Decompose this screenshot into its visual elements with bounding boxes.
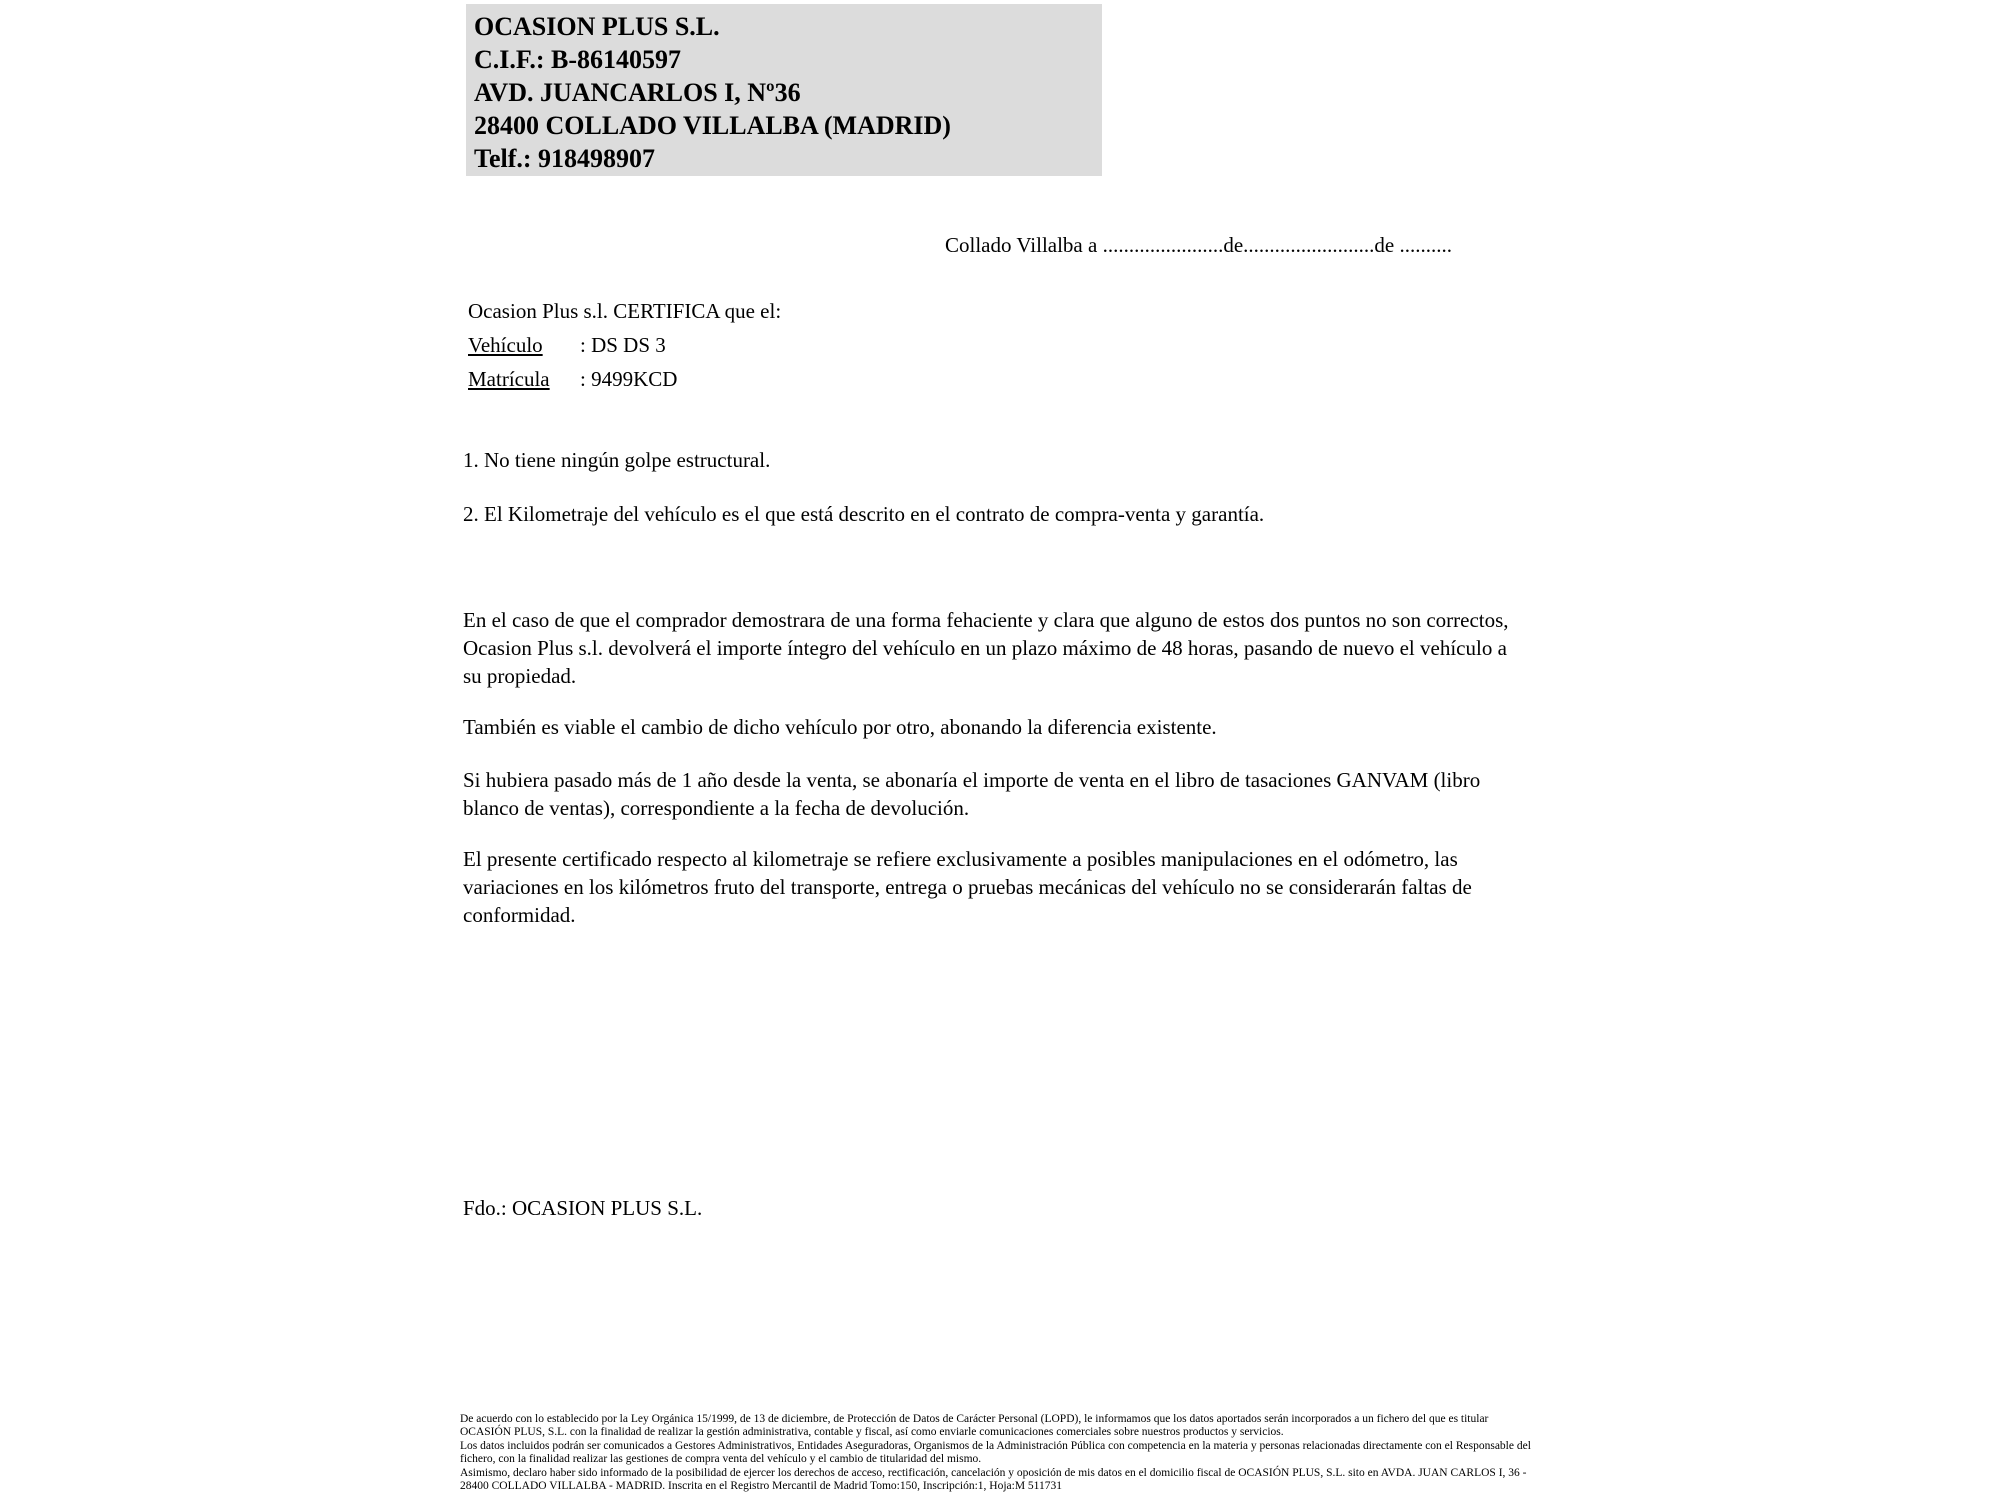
vehicle-line — [468, 328, 781, 362]
certified-point-2: 2. El Kilometraje del vehículo es el que está descrito en el contrato de compra-venta y garantía. — [463, 502, 1265, 526]
plate-line — [468, 362, 781, 396]
certificate-block — [468, 294, 781, 396]
company-name: OCASION PLUS S.L. — [474, 12, 720, 41]
certifica-intro: Ocasion Plus s.l. CERTIFICA que el: — [468, 299, 782, 323]
legal-footer-line-2: Los datos incluidos podrán ser comunicados a Gestores Administrativos, Entidades Aseguradoras, Organismos de la Administración Pública con competencia en la materia y personas relacionadas directamente con el Responsable del fichero, con la finalidad realizar las gestiones de compra venta del vehículo y el cambio de titularidad del mismo. — [460, 1439, 1531, 1466]
vehicle-label: Vehículo — [468, 333, 543, 357]
plate-label-wrap — [468, 362, 580, 396]
certified-point-1: 1. No tiene ningún golpe estructural. — [463, 448, 771, 472]
company-header-box — [466, 4, 1102, 176]
signature-line: Fdo.: OCASION PLUS S.L. — [463, 1196, 703, 1220]
paragraph-exchange: También es viable el cambio de dicho vehículo por otro, abonando la diferencia existente. — [463, 715, 1217, 739]
vehicle-label-wrap — [468, 328, 580, 362]
company-cif: C.I.F.: B-86140597 — [474, 45, 682, 74]
legal-footer — [460, 1413, 1532, 1493]
legal-footer-line-3: Asimismo, declaro haber sido informado de la posibilidad de ejercer los derechos de acceso, rectificación, cancelación y oposición de mis datos en el domicilio fiscal de OCASIÓN PLUS, S.L. sito en AVDA. JUAN CARLOS I, 36 - 28400 COLLADO VILLALBA - MADRID. Inscrita en el Registro Mercantil de Madrid Tomo:150, Inscripción:1, Hoja:M 511731 — [460, 1466, 1527, 1493]
company-address: AVD. JUANCARLOS I, Nº36 — [474, 78, 801, 107]
date-line: Collado Villalba a .......................de.........................de .......... — [945, 233, 1452, 257]
paragraph-ganvam: Si hubiera pasado más de 1 año desde la venta, se abonaría el importe de venta en el libro de tasaciones GANVAM (libro blanco de ventas), correspondiente a la fecha de devolución. — [463, 768, 1481, 820]
legal-footer-line-1: De acuerdo con lo establecido por la Ley Orgánica 15/1999, de 13 de diciembre, de Protección de Datos de Carácter Personal (LOPD), le informamos que los datos aportados serán incorporados a un fichero del que es titular OCASIÓN PLUS, S.L. con la finalidad de realizar la gestión administrativa, contable y fiscal, así como enviarle comunicaciones comerciales sobre nuestros productos y servicios. — [460, 1413, 1489, 1439]
plate-value: : 9499KCD — [580, 367, 678, 391]
vehicle-value: : DS DS 3 — [580, 333, 666, 357]
company-city: 28400 COLLADO VILLALBA (MADRID) — [474, 111, 951, 140]
plate-label: Matrícula — [468, 367, 550, 391]
company-phone: Telf.: 918498907 — [474, 144, 656, 173]
paragraph-refund: En el caso de que el comprador demostrara de una forma fehaciente y clara que alguno de estos dos puntos no son correctos, Ocasion Plus s.l. devolverá el importe íntegro del vehículo en un plazo máximo de 48 horas, pasando de nuevo el vehículo a su propiedad. — [463, 608, 1509, 688]
paragraph-odometer: El presente certificado respecto al kilometraje se refiere exclusivamente a posibles manipulaciones en el odómetro, las variaciones en los kilómetros fruto del transporte, entrega o pruebas mecánicas del vehículo no se considerarán faltas de conformidad. — [463, 847, 1472, 927]
